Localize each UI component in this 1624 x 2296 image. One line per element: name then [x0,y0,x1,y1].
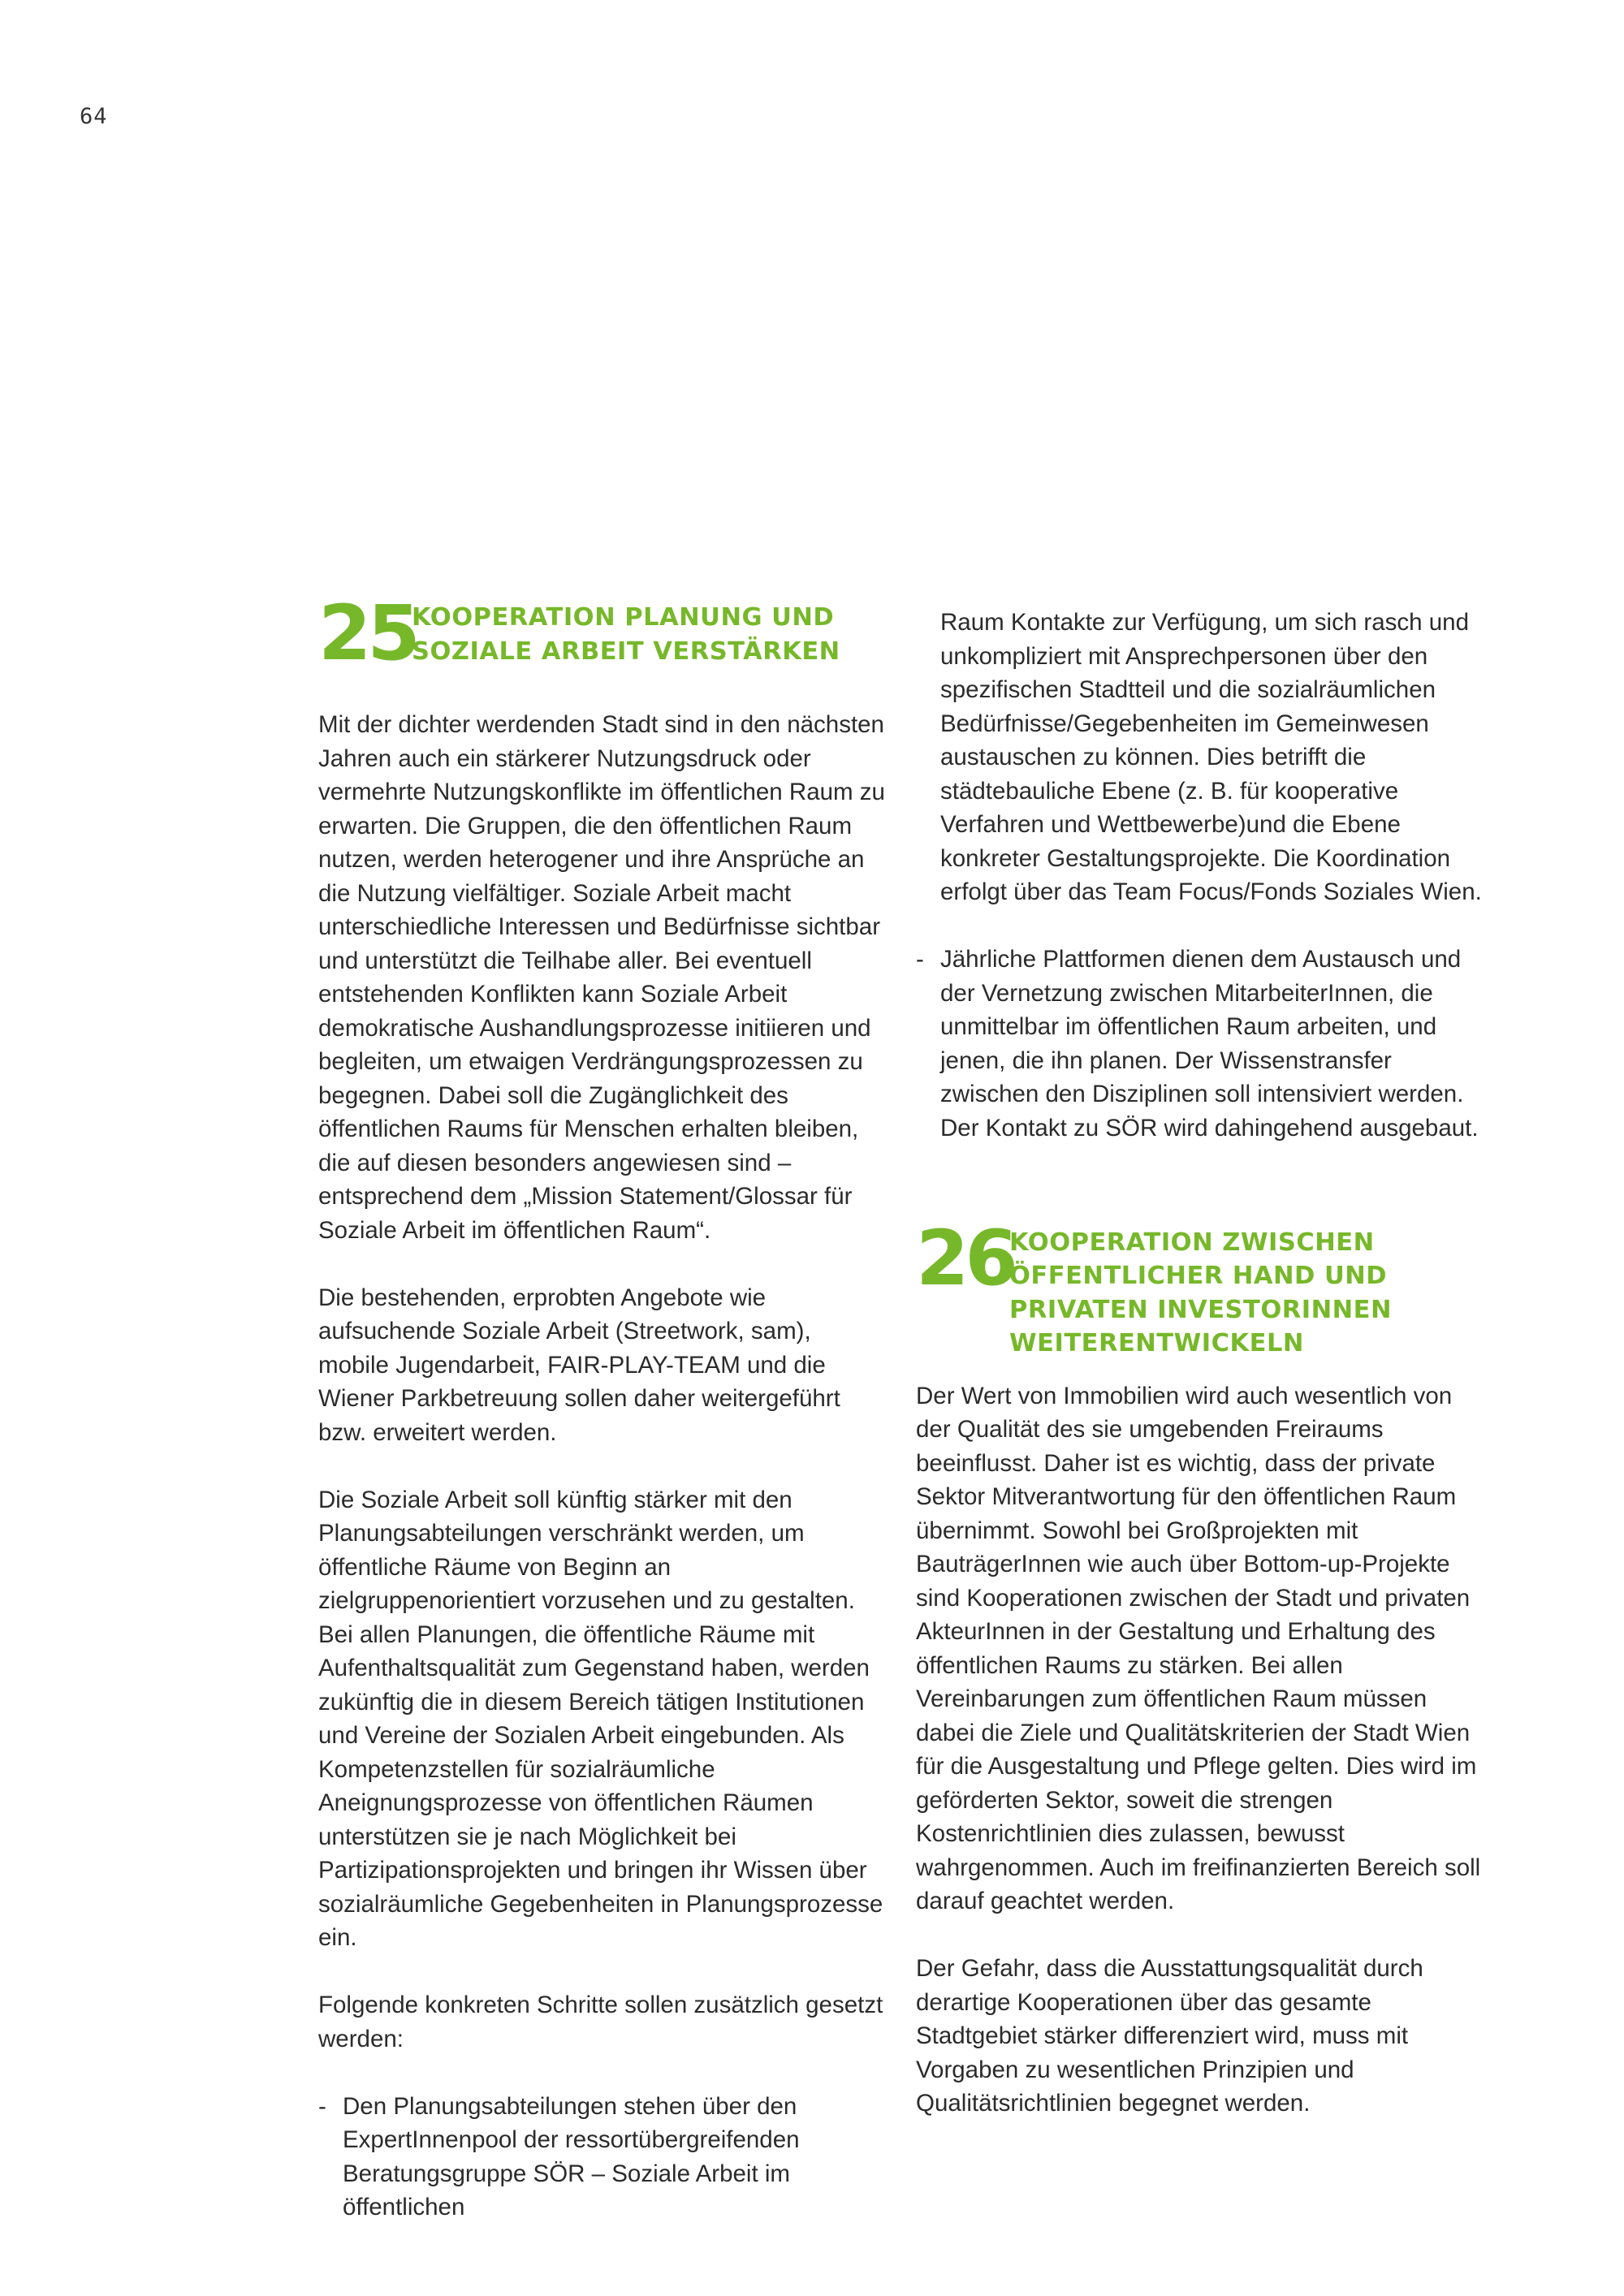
right-column [916,606,1484,2121]
section-25-title: KOOPERATION PLANUNG UND SOZIALE ARBEIT VERSTÄRKEN [412,603,840,666]
section-25-number: 25 [318,589,417,678]
section-25-paragraph: Folgende konkreten Schritte sollen zusätzlich gesetzt werden: [318,1992,883,2052]
section-26-paragraph: Der Gefahr, dass die Ausstattungsqualität durch derartige Kooperationen über das gesamte Stadtgebiet stärker differenziert wird, muss mit Vorgaben zu wesentlichen Prinzipien und Qualitätsrichtlinien begegnet werden. [916,1955,1423,2117]
section-26-paragraph: Der Wert von Immobilien wird auch wesentlich von der Qualität des sie umgebenden Freiraums beeinflusst. Daher ist es wichtig, dass der private Sektor Mitverantwortung für den öffentlichen Raum übernimmt. Sowohl bei Großprojekten mit BauträgerInnen wie auch über Bottom-up-Projekte sind Kooperationen zwischen der Stadt und privaten AkteurInnen in der Gestaltung und Erhaltung des öffentlichen Raums zu stärken. Bei allen Vereinbarungen zum öffentlichen Raum müssen dabei die Ziele und Qualitätskriterien der Stadt Wien für die Ausgestaltung und Pflege gelten. Dies wird im geförderten Sektor, soweit die strengen Kostenrichtlinien dies zulassen, bewusst wahrgenommen. Auch im freifinanzierten Bereich soll darauf geachtet werden. [916,1382,1481,1914]
section-25-heading [318,589,885,678]
section-25-paragraph: Die Soziale Arbeit soll künftig stärker mit den Planungsabteilungen verschränkt werden, um öffentliche Räume von Beginn an zielgruppenorientiert vorzusehen und zu gestalten. Bei allen Planungen, die öffentliche Räume mit Aufenthaltsqualität zum Gegenstand haben, werden zukünftig die in diesem Bereich tätigen Institutionen und Vereine der Sozialen Arbeit eingebunden. Als Kompetenzstellen für sozialräumliche Aneignungsprozesse von öffentlichen Räumen unterstützen sie je nach Möglichkeit bei Partizipationsprojekten und bringen ihr Wissen über sozialräumliche Gegebenheiten in Planungsprozesse ein. [318,1486,883,1951]
section-26-heading [916,1214,1484,1368]
section-26-title: KOOPERATION ZWISCHEN ÖFFENTLICHER HAND UND PRIVATEN INVESTORINNEN WEITERENTWICKELN [1009,1228,1393,1357]
bullet-item-plattformen: - Jährliche Plattformen dienen dem Austausch und der Vernetzung zwischen MitarbeiterInnen, die unmittelbar im öffentlichen Raum arbeiten, und jenen, die ihn planen. Der Wissenstransfer zwischen den Disziplinen soll intensiviert werden. Der Kontakt zu SÖR wird dahingehend ausgebaut. [916,943,1484,1145]
bullet-item-expertenpool-continued: Raum Kontakte zur Verfügung, um sich rasch und unkompliziert mit Ansprechpersonen über den spezifischen Stadtteil und die sozialräumlichen Bedürfnisse/Gegebenheiten im Gemeinwesen austauschen zu können. Dies betrifft die städtebauliche Ebene (z. B. für kooperative Verfahren und Wettbewerbe)und die Ebene konkreter Gestaltungsprojekte. Die Koordination erfolgt über das Team Focus/Fonds Soziales Wien. [940,609,1482,905]
section-25-paragraph: Die bestehenden, erprobten Angebote wie aufsuchende Soziale Arbeit (Streetwork, sam), mobile Jugendarbeit, FAIR-PLAY-TEAM und die Wiener Parkbetreuung sollen daher weitergeführt bzw. erweitert werden. [318,1284,840,1446]
section-26-number: 26 [916,1214,1014,1303]
section-25-paragraph: Mit der dichter werdenden Stadt sind in den nächsten Jahren auch ein stärkerer Nutzungsdruck oder vermehrte Nutzungskonflikte im öffentlichen Raum zu erwarten. Die Gruppen, die den öffentlichen Raum nutzen, werden heterogener und ihre Ansprüche an die Nutzung vielfältiger. Soziale Arbeit macht unterschiedliche Interessen und Bedürfnisse sichtbar und unterstützt die Teilhabe aller. Bei eventuell entstehenden Konflikten kann Soziale Arbeit demokratische Aushandlungsprozesse initiieren und begleiten, um etwaigen Verdrängungsprozessen zu begegnen. Dabei soll die Zugänglichkeit des öffentlichen Raums für Menschen erhalten bleiben, die auf diesen besonders angewiesen sind – entsprechend dem „Mission Statement/Glossar für Soziale Arbeit im öffentlichen Raum“. [318,711,885,1244]
page-number: 64 [80,104,108,129]
bullet-item-expertenpool: - Den Planungsabteilungen stehen über den ExpertInnenpool der ressortübergreifenden Beratungsgruppe SÖR – Soziale Arbeit im öffentlichen [318,2090,885,2225]
left-column [318,589,885,2225]
